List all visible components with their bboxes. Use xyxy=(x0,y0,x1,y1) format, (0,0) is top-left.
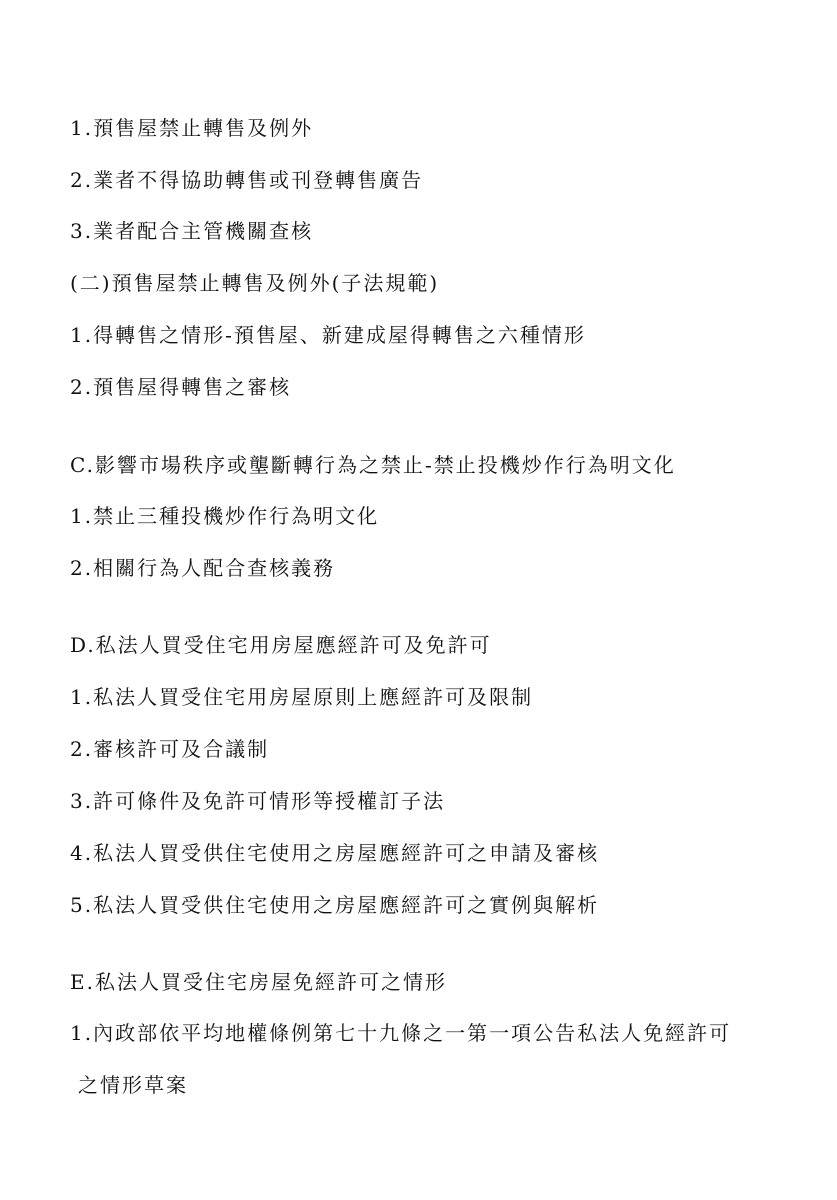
list-item-speculation-ban: 1.禁止三種投機炒作行為明文化 xyxy=(70,504,380,528)
list-item-presale-ban: 1.預售屋禁止轉售及例外 xyxy=(70,116,314,140)
list-item-inspection-duty: 2.相關行為人配合查核義務 xyxy=(70,556,336,580)
section-heading-c: C.影響市場秩序或壟斷轉行為之禁止-禁止投機炒作行為明文化 xyxy=(70,453,676,477)
list-item-permit-conditions: 3.許可條件及免許可情形等授權訂子法 xyxy=(70,789,446,813)
section-heading-sub-regulations: (二)預售屋禁止轉售及例外(子法規範) xyxy=(70,271,440,295)
list-item-permit-principle: 1.私法人買受住宅用房屋原則上應經許可及限制 xyxy=(70,685,534,709)
section-heading-d: D.私法人買受住宅用房屋應經許可及免許可 xyxy=(70,633,492,657)
list-item-cooperate-inspection: 3.業者配合主管機關查核 xyxy=(70,219,314,243)
list-item-permit-examples: 5.私法人買受供住宅使用之房屋應經許可之實例與解析 xyxy=(70,893,600,917)
list-item-resale-review: 2.預售屋得轉售之審核 xyxy=(70,375,292,399)
list-item-permit-application: 4.私法人買受供住宅使用之房屋應經許可之申請及審核 xyxy=(70,841,600,865)
section-heading-e: E.私法人買受住宅房屋免經許可之情形 xyxy=(70,970,447,994)
list-item-no-resale-ads: 2.業者不得協助轉售或刊登轉售廣告 xyxy=(70,168,424,192)
list-item-six-resale-cases: 1.得轉售之情形-預售屋、新建成屋得轉售之六種情形 xyxy=(70,323,586,347)
list-item-exemption-announcement: 1.內政部依平均地權條例第七十九條之一第一項公告私法人免經許可 xyxy=(70,1021,732,1045)
list-item-council-review: 2.審核許可及合議制 xyxy=(70,737,270,761)
list-item-exemption-announcement-continued: 之情形草案 xyxy=(78,1073,188,1097)
